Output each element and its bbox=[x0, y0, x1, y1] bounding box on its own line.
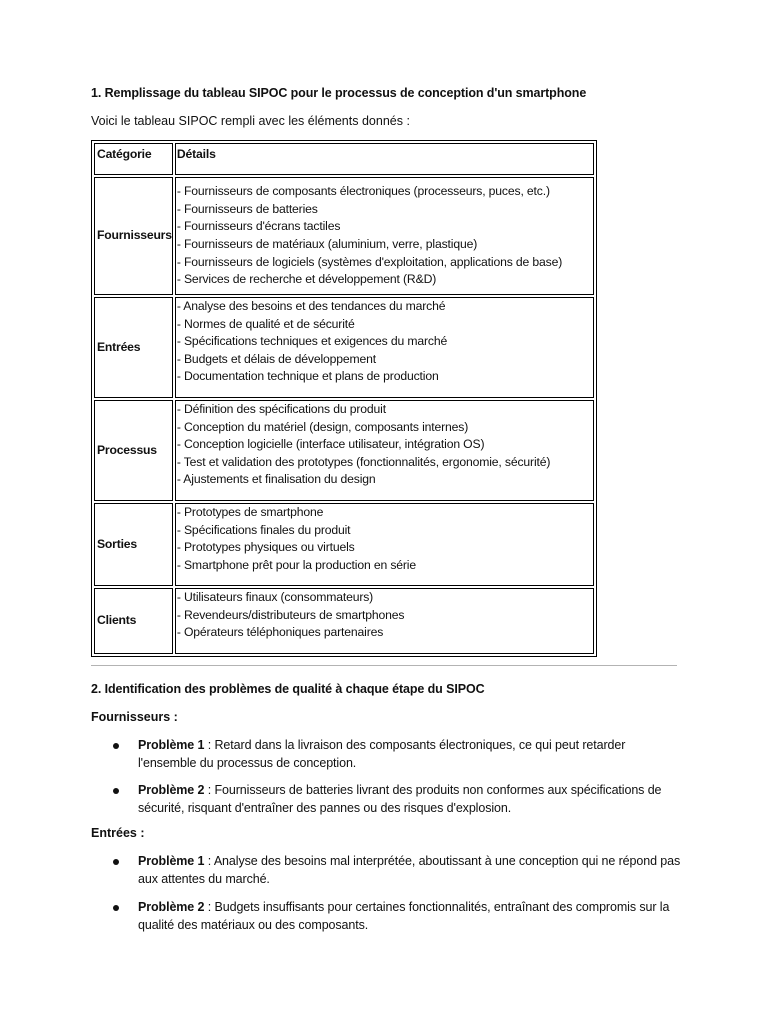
detail-line: - Analyse des besoins et des tendances du marché bbox=[176, 299, 446, 313]
row-details bbox=[175, 503, 594, 586]
problem-label: Problème 2 bbox=[138, 900, 205, 914]
row-category: Fournisseurs bbox=[94, 177, 173, 295]
problem-text: : Budgets insuffisants pour certaines fonctionnalités, entraînant des compromis sur la qualité des matériaux ou des composants. bbox=[138, 900, 670, 932]
bullet-icon bbox=[113, 743, 119, 749]
detail-line: - Conception du matériel (design, composants internes) bbox=[176, 419, 469, 434]
table-header-row bbox=[94, 143, 594, 175]
detail-line: - Prototypes physiques ou virtuels bbox=[176, 540, 355, 555]
detail-line: - Smartphone prêt pour la production en série bbox=[176, 557, 416, 572]
detail-line: - Prototypes de smartphone bbox=[176, 505, 324, 519]
row-details bbox=[175, 297, 594, 398]
table-row-clients bbox=[94, 588, 594, 654]
row-category: Clients bbox=[94, 588, 173, 654]
row-details bbox=[175, 588, 594, 654]
list-item bbox=[138, 898, 683, 934]
table-row-processus bbox=[94, 400, 594, 501]
detail-line: - Revendeurs/distributeurs de smartphones bbox=[176, 607, 405, 622]
list-item bbox=[138, 736, 683, 772]
detail-line: - Normes de qualité et de sécurité bbox=[176, 316, 355, 331]
problem-text: : Analyse des besoins mal interprétée, aboutissant à une conception qui ne répond pas aux attentes du marché. bbox=[138, 854, 681, 886]
bullet-icon bbox=[113, 788, 119, 794]
detail-line: - Fournisseurs de batteries bbox=[176, 201, 318, 216]
bullet-icon bbox=[113, 905, 119, 911]
row-details bbox=[175, 177, 594, 295]
problem-label: Problème 1 bbox=[138, 854, 205, 868]
problem-text: : Retard dans la livraison des composants électroniques, ce qui peut retarder l'ensemble du processus de conception. bbox=[138, 738, 626, 770]
list-item bbox=[138, 781, 683, 817]
detail-line: - Test et validation des prototypes (fonctionnalités, ergonomie, sécurité) bbox=[176, 454, 551, 469]
problem-text: : Fournisseurs de batteries livrant des produits non conformes aux spécifications de sécurité, risquant d'entraîner des pannes ou des risques d'explosion. bbox=[138, 783, 662, 815]
section-2-title: 2. Identification des problèmes de qualité à chaque étape du SIPOC bbox=[91, 682, 485, 696]
detail-line: - Opérateurs téléphoniques partenaires bbox=[176, 625, 384, 640]
detail-line: - Budgets et délais de développement bbox=[176, 351, 377, 366]
detail-line: - Utilisateurs finaux (consommateurs) bbox=[176, 590, 374, 604]
header-details: Détails bbox=[175, 143, 594, 175]
group-heading-entrees: Entrées : bbox=[91, 826, 145, 840]
detail-line: - Spécifications finales du produit bbox=[176, 522, 351, 537]
section-1-title: 1. Remplissage du tableau SIPOC pour le processus de conception d'un smartphone bbox=[91, 86, 587, 100]
detail-line: - Fournisseurs de logiciels (systèmes d'exploitation, applications de base) bbox=[176, 254, 563, 269]
list-item bbox=[138, 852, 683, 888]
table-row-entrees bbox=[94, 297, 594, 398]
detail-line: - Conception logicielle (interface utilisateur, intégration OS) bbox=[176, 437, 485, 452]
bullet-icon bbox=[113, 859, 119, 865]
detail-line: - Définition des spécifications du produit bbox=[176, 402, 386, 416]
row-category: Entrées bbox=[94, 297, 173, 398]
sipoc-table bbox=[91, 140, 597, 657]
detail-line: - Fournisseurs de composants électroniques (processeurs, puces, etc.) bbox=[176, 184, 550, 199]
problem-label: Problème 2 bbox=[138, 783, 205, 797]
row-category: Sorties bbox=[94, 503, 173, 586]
group-heading-fournisseurs: Fournisseurs : bbox=[91, 710, 178, 724]
row-category: Processus bbox=[94, 400, 173, 501]
detail-line: - Ajustements et finalisation du design bbox=[176, 472, 376, 487]
detail-line: - Documentation technique et plans de production bbox=[176, 369, 439, 384]
row-details bbox=[175, 400, 594, 501]
table-row-sorties bbox=[94, 503, 594, 586]
table-row-fournisseurs bbox=[94, 177, 594, 295]
detail-line: - Spécifications techniques et exigences du marché bbox=[176, 334, 448, 349]
header-category: Catégorie bbox=[94, 143, 173, 175]
section-1-intro: Voici le tableau SIPOC rempli avec les éléments donnés : bbox=[91, 114, 410, 128]
detail-line: - Fournisseurs d'écrans tactiles bbox=[176, 219, 341, 234]
detail-line: - Services de recherche et développement (R&D) bbox=[176, 272, 437, 287]
detail-line: - Fournisseurs de matériaux (aluminium, verre, plastique) bbox=[176, 237, 478, 251]
horizontal-rule bbox=[91, 665, 677, 666]
problem-label: Problème 1 bbox=[138, 738, 205, 752]
